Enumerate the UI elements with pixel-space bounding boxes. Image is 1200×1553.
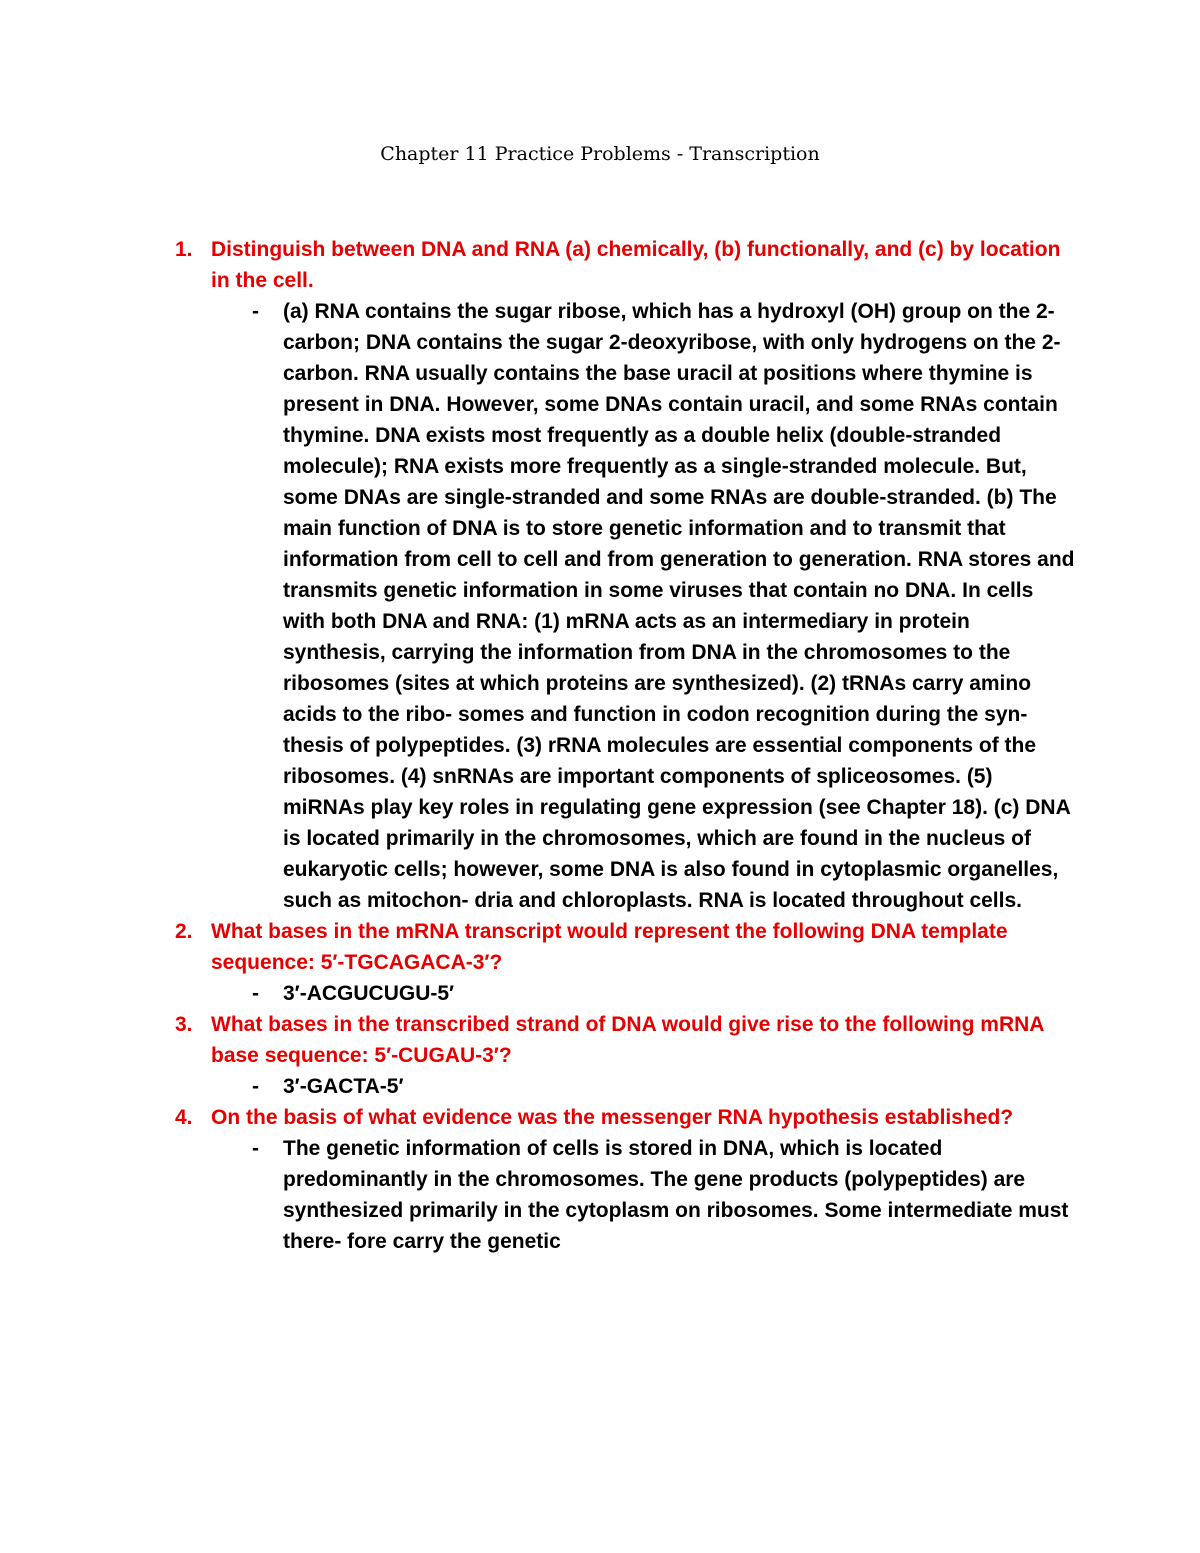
answer-bullet: - <box>252 982 259 1005</box>
question-number: 2. <box>175 920 193 943</box>
question-list <box>175 234 1075 1257</box>
answer-item <box>211 978 1075 1009</box>
question-item-3 <box>175 1009 1075 1102</box>
question-item-1 <box>175 234 1075 916</box>
question-text: What bases in the transcribed strand of DNA would give rise to the following mRNA base sequence: 5′-CUGAU-3′? <box>211 1013 1044 1067</box>
answer-bullet: - <box>252 1137 259 1160</box>
page-title: Chapter 11 Practice Problems - Transcription <box>380 143 820 165</box>
question-item-4 <box>175 1102 1075 1257</box>
answer-item <box>211 296 1075 916</box>
question-text: What bases in the mRNA transcript would represent the following DNA template sequence: 5′-TGCAGACA-3′? <box>211 920 1008 974</box>
question-number: 1. <box>175 238 193 261</box>
question-text: Distinguish between DNA and RNA (a) chemically, (b) functionally, and (c) by location in the cell. <box>211 238 1061 292</box>
answer-text: 3′-GACTA-5′ <box>283 1075 404 1098</box>
question-number: 3. <box>175 1013 193 1036</box>
answer-bullet: - <box>252 1075 259 1098</box>
answer-list <box>211 1071 1075 1102</box>
question-item-2 <box>175 916 1075 1009</box>
answer-list <box>211 1133 1075 1257</box>
question-text: On the basis of what evidence was the messenger RNA hypothesis established? <box>211 1106 1014 1129</box>
answer-text: (a) RNA contains the sugar ribose, which has a hydroxyl (OH) group on the 2-carbon; DNA contains the sugar 2-deoxyribose, with only hydrogens on the 2-carbon. RNA usually contains the base uracil at positions where thymine is present in DNA. However, some DNAs contain uracil, and some RNAs contain thymine. DNA exists most frequently as a double helix (double-stranded molecule); RNA exists more frequently as a single-stranded molecule. But, some DNAs are single-stranded and some RNAs are double-stranded. (b) The main function of DNA is to store genetic information and to transmit that information from cell to cell and from generation to generation. RNA stores and transmits genetic information in some viruses that contain no DNA. In cells with both DNA and RNA: (1) mRNA acts as an intermediary in protein synthesis, carrying the information from DNA in the chromosomes to the ribosomes (sites at which proteins are synthesized). (2) tRNAs carry amino acids to the ribo- somes and function in codon recognition during the syn- thesis of polypeptides. (3) rRNA molecules are essential components of the ribosomes. (4) snRNAs are important components of spliceosomes. (5) miRNAs play key roles in regulating gene expression (see Chapter 18). (c) DNA is located primarily in the chromosomes, which are found in the nucleus of eukaryotic cells; however, some DNA is also found in cytoplasmic organelles, such as mitochon- dria and chloroplasts. RNA is located throughout cells. <box>283 300 1075 912</box>
question-number: 4. <box>175 1106 193 1129</box>
answer-text: The genetic information of cells is stored in DNA, which is located predominantly in the chromosomes. The gene products (polypeptides) are synthesized primarily in the cytoplasm on ribosomes. Some intermediate must there- fore carry the genetic <box>283 1137 1069 1253</box>
answer-list <box>211 296 1075 916</box>
answer-item <box>211 1071 1075 1102</box>
answer-text: 3′-ACGUCUGU-5′ <box>283 982 455 1005</box>
answer-bullet: - <box>252 300 259 323</box>
answer-item <box>211 1133 1075 1257</box>
answer-list <box>211 978 1075 1009</box>
